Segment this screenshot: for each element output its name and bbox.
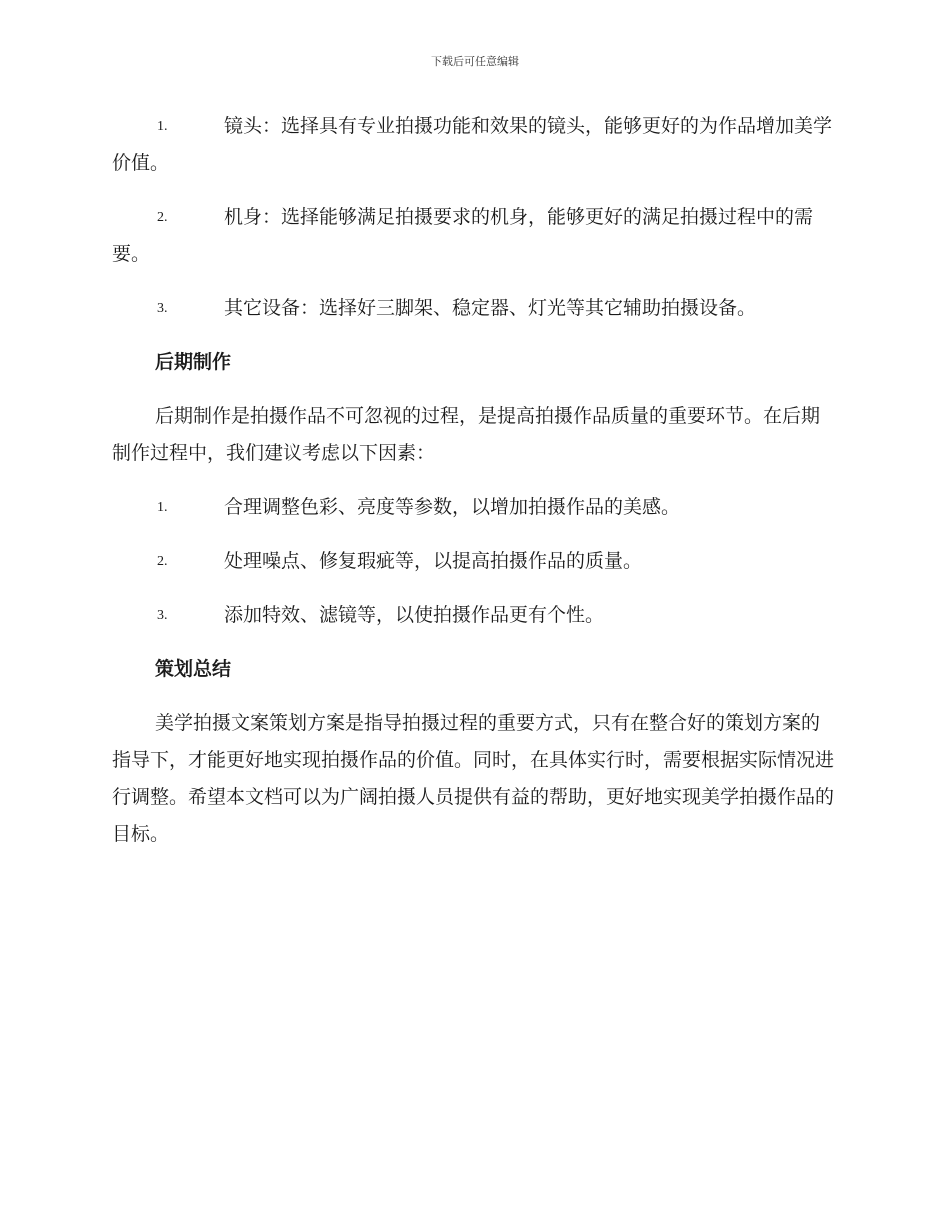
list-number: 2. (157, 554, 168, 569)
list-number: 2. (157, 210, 168, 225)
list-number: 3. (157, 301, 168, 316)
section-intro-paragraph: 后期制作是拍摄作品不可忽视的过程，是提高拍摄作品质量的重要环节。在后期制作过程中，我们建议考虑以下因素： (112, 405, 821, 464)
list-item (112, 108, 838, 182)
list-text: 镜头：选择具有专业拍摄功能和效果的镜头，能够更好的为作品增加美学价值。 (112, 115, 833, 174)
list-text: 机身：选择能够满足拍摄要求的机身，能够更好的满足拍摄过程中的需要。 (112, 206, 814, 265)
list-text: 合理调整色彩、亮度等参数，以增加拍摄作品的美感。 (224, 496, 681, 518)
list-item (112, 543, 838, 580)
list-item (112, 199, 838, 273)
summary-paragraph: 美学拍摄文案策划方案是指导拍摄过程的重要方式，只有在整合好的策划方案的指导下，才能更好地实现拍摄作品的价值。同时，在具体实行时，需要根据实际情况进行调整。希望本文档可以为广阔拍摄人员提供有益的帮助，更好地实现美学拍摄作品的目标。 (112, 712, 835, 845)
section-heading-post-production: 后期制作 (155, 351, 232, 373)
document-body (112, 108, 838, 870)
list-text: 添加特效、滤镜等，以使拍摄作品更有个性。 (224, 604, 605, 626)
list-text: 处理噪点、修复瑕疵等，以提高拍摄作品的质量。 (224, 550, 643, 572)
list-number: 1. (157, 119, 168, 134)
list-text: 其它设备：选择好三脚架、稳定器、灯光等其它辅助拍摄设备。 (224, 297, 757, 319)
list-item (112, 290, 838, 327)
list-item (112, 489, 838, 526)
list-item (112, 597, 838, 634)
list-number: 1. (157, 500, 168, 515)
list-number: 3. (157, 608, 168, 623)
section-heading-summary: 策划总结 (155, 658, 232, 680)
page-header: 下载后可任意编辑 (431, 55, 519, 68)
